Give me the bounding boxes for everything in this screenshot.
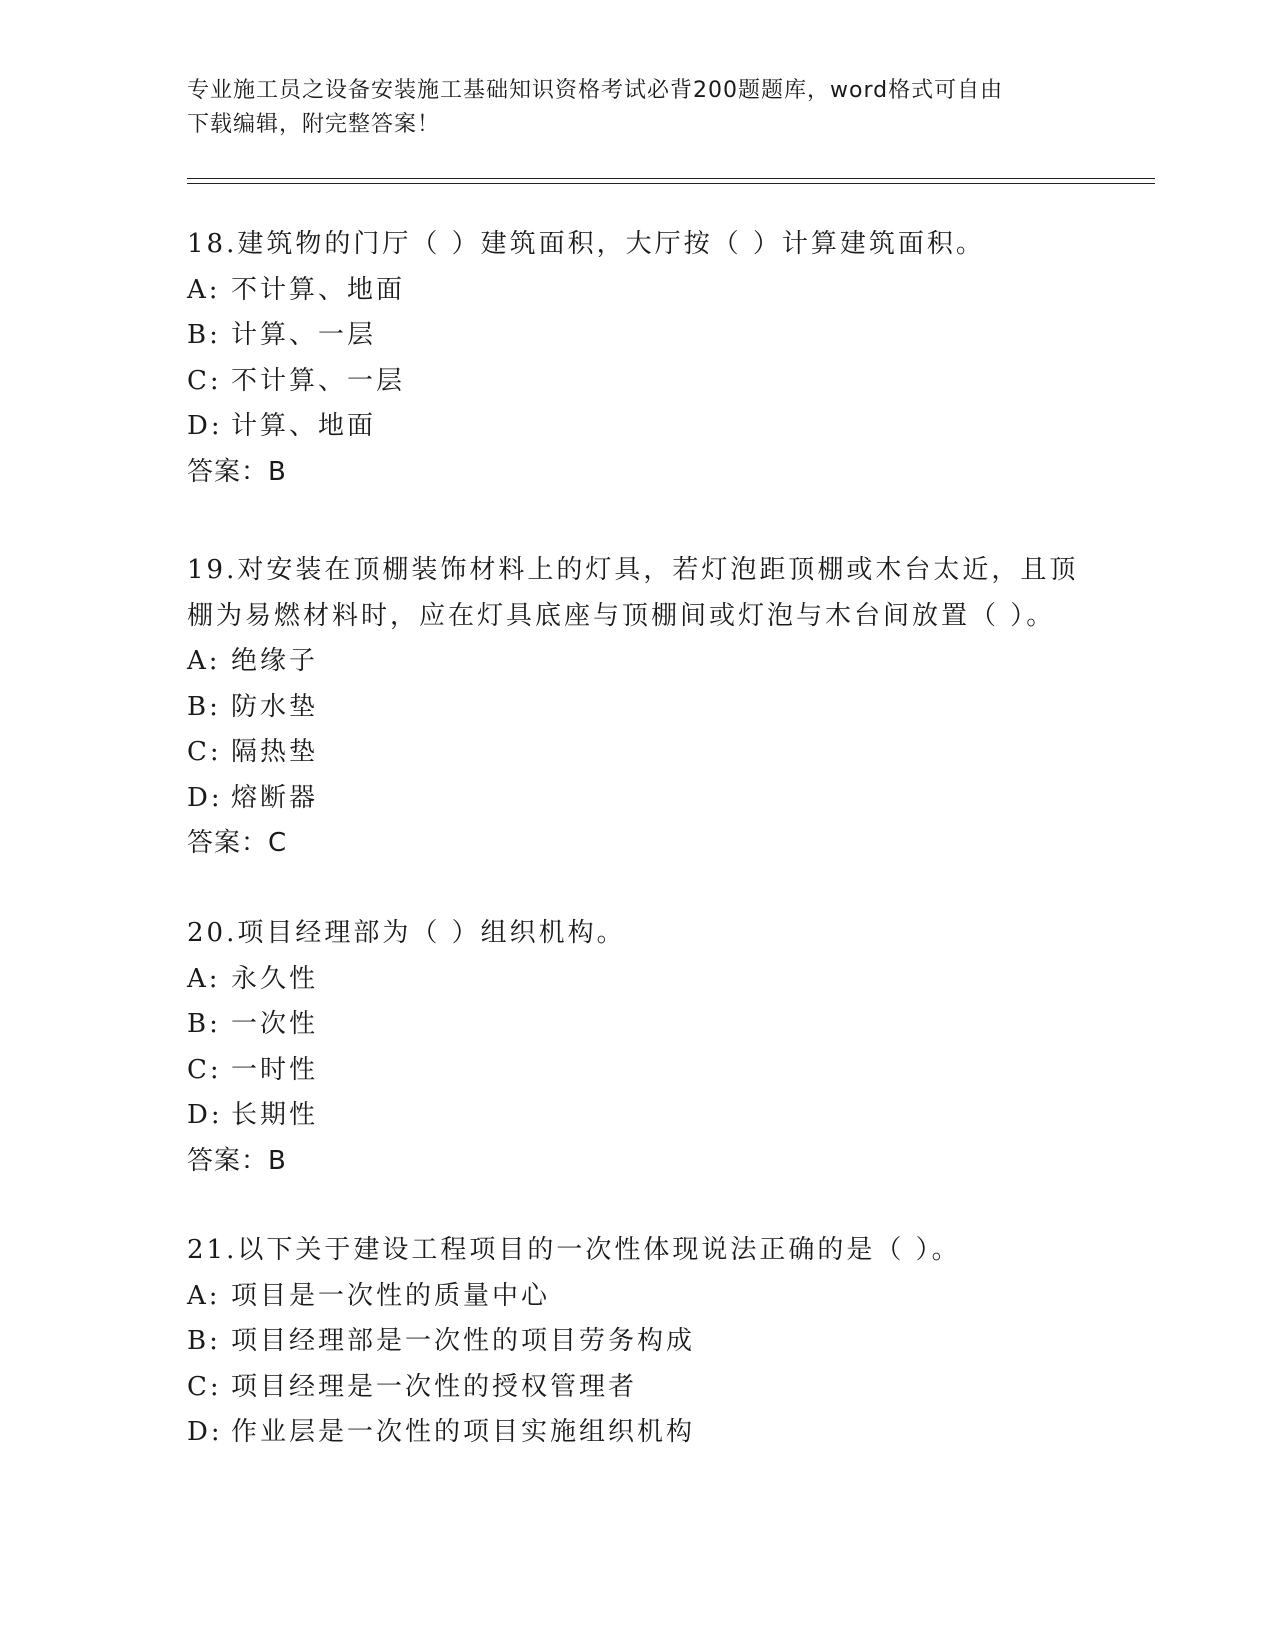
option-d xyxy=(187,404,1087,450)
option-a xyxy=(187,268,1087,314)
option-b xyxy=(187,1002,1087,1048)
header-line-2: 下载编辑，附完整答案！ xyxy=(187,112,441,137)
header-divider-top xyxy=(187,178,1155,179)
question-20 xyxy=(187,911,1087,1184)
option-d xyxy=(187,1410,1087,1456)
option-letter: C: xyxy=(187,365,222,396)
option-text: 长期性 xyxy=(231,1100,319,1130)
option-text: 不计算、地面 xyxy=(231,274,406,305)
option-c xyxy=(187,359,1087,405)
option-text: 计算、地面 xyxy=(231,411,377,441)
option-text: 熔断器 xyxy=(231,782,319,813)
option-b xyxy=(187,313,1087,359)
option-text: 一时性 xyxy=(231,1054,319,1085)
option-text: 隔热垫 xyxy=(231,737,319,767)
option-c xyxy=(187,1365,1087,1411)
option-letter: D: xyxy=(187,782,223,813)
document-header xyxy=(187,74,1087,142)
option-c xyxy=(187,1048,1087,1094)
answer-line: 答案：B xyxy=(187,456,287,487)
question-19 xyxy=(187,548,1087,867)
option-text: 绝缘子 xyxy=(231,646,319,676)
question-stem: 20.项目经理部为（ ）组织机构。 xyxy=(187,918,626,948)
question-stem: 21.以下关于建设工程项目的一次性体现说法正确的是（ ）。 xyxy=(187,1235,961,1265)
option-b xyxy=(187,685,1087,731)
option-d xyxy=(187,776,1087,822)
option-d xyxy=(187,1093,1087,1139)
option-letter: C: xyxy=(187,1371,222,1402)
option-letter: C: xyxy=(187,737,222,767)
question-stem: 18.建筑物的门厅（ ）建筑面积，大厅按（ ）计算建筑面积。 xyxy=(187,229,985,259)
option-text: 永久性 xyxy=(231,963,319,994)
option-letter: A: xyxy=(187,963,221,994)
question-21 xyxy=(187,1228,1087,1456)
option-letter: C: xyxy=(187,1054,222,1085)
option-text: 作业层是一次性的项目实施组织机构 xyxy=(231,1417,696,1447)
answer-line: 答案：B xyxy=(187,1145,287,1176)
option-letter: B: xyxy=(187,1009,221,1039)
option-letter: D: xyxy=(187,1417,223,1447)
header-divider-bottom xyxy=(187,183,1155,184)
question-stem-line-1: 19.对安装在顶棚装饰材料上的灯具，若灯泡距顶棚或木台太近，且顶 xyxy=(187,555,1079,585)
answer-line: 答案：C xyxy=(187,828,288,858)
option-text: 一次性 xyxy=(231,1009,319,1039)
option-letter: D: xyxy=(187,411,223,441)
option-a xyxy=(187,957,1087,1003)
option-text: 不计算、一层 xyxy=(231,365,406,396)
option-letter: A: xyxy=(187,646,221,676)
option-a xyxy=(187,639,1087,685)
option-letter: B: xyxy=(187,320,221,350)
option-letter: D: xyxy=(187,1100,223,1130)
question-18 xyxy=(187,222,1087,495)
option-b xyxy=(187,1319,1087,1365)
option-letter: B: xyxy=(187,1326,221,1356)
option-letter: A: xyxy=(187,274,221,305)
option-a xyxy=(187,1274,1087,1320)
option-text: 计算、一层 xyxy=(231,320,377,350)
question-stem-line-2: 棚为易燃材料时，应在灯具底座与顶棚间或灯泡与木台间放置（ ）。 xyxy=(187,600,1056,631)
option-text: 防水垫 xyxy=(231,691,319,722)
option-letter: A: xyxy=(187,1280,221,1311)
header-line-1: 专业施工员之设备安装施工基础知识资格考试必背200题题库，word格式可自由 xyxy=(187,78,1004,103)
option-text: 项目经理是一次性的授权管理者 xyxy=(231,1371,638,1402)
option-text: 项目经理部是一次性的项目劳务构成 xyxy=(231,1326,696,1356)
option-c xyxy=(187,730,1087,776)
option-text: 项目是一次性的质量中心 xyxy=(231,1280,551,1311)
option-letter: B: xyxy=(187,691,221,722)
